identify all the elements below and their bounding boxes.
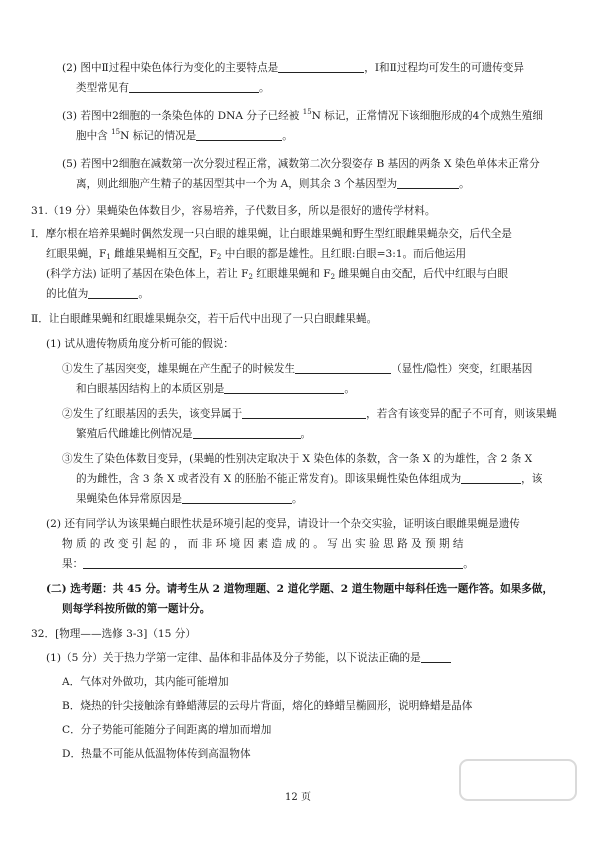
h3-text-c: 果蝇染色体异常原因是 [76, 493, 182, 505]
s2-text: Ⅱ．让白眼雌果蝇和红眼雄果蝇杂交，若干后代中出现了一只白眼雌果蝇。 [31, 313, 378, 325]
period: 。 [300, 428, 312, 440]
q2-line-1 [62, 60, 524, 76]
selective-text-b: 则每学科按所做的第一题计分。 [62, 603, 211, 615]
s2-sub1 [46, 336, 234, 352]
s1-text-d: 的比值为 [46, 288, 89, 300]
selective-text: (二) 选考题：共 45 分。请考生从 2 道物理题、2 道化学题、2 道生物题中每科任选一题作答。如果多做， [46, 583, 554, 595]
period: 。 [138, 288, 149, 300]
q32-heading [31, 626, 196, 642]
answer-blank[interactable] [295, 361, 391, 374]
s1-text-b1: 红眼果蝇，F [46, 248, 107, 260]
p2-line-3 [62, 556, 474, 572]
option-b-text: B．烧热的针尖接触涂有蜂蜡薄层的云母片背面，熔化的蜂蜡呈椭圆形，说明蜂蜡是晶体 [62, 700, 473, 712]
period: 。 [291, 493, 303, 505]
q5-line-2 [76, 176, 470, 192]
answer-blank[interactable] [421, 650, 451, 663]
h2-text-b: ，若含有该变异的配子不可育，则该果蝇 [366, 408, 557, 420]
s1-text-c3: 雌果蝇自由交配，后代中红眼与白眼 [335, 268, 508, 280]
q3-text-d: N 标记的情况是 [120, 130, 197, 142]
option-d-text: D．热量不可能从低温物体传到高温物体 [62, 748, 251, 760]
q31-heading [31, 203, 435, 219]
q32-sub1-text: (1)（5 分）关于热力学第一定律、晶体和非晶体及分子势能，以下说法正确的是 [46, 652, 421, 664]
period: 。 [258, 82, 270, 94]
h3-line-1 [62, 451, 532, 467]
superscript: 15 [302, 108, 312, 116]
subscript: 2 [216, 253, 222, 261]
q32-sub1 [46, 650, 451, 666]
superscript: 15 [111, 128, 121, 136]
h2-text-c: 繁殖后代雌雄比例情况是 [76, 428, 193, 440]
period: 。 [282, 130, 293, 142]
s1-text-b2: 雌雄果蝇相互交配，F [110, 248, 217, 260]
answer-blank[interactable] [278, 60, 364, 73]
h2-line-2 [76, 426, 311, 442]
s1-line-2 [46, 246, 466, 262]
period: 。 [463, 558, 474, 570]
q5-text-b: 离，则此细胞产生精子的基因型其中一个为 A，则其余 3 个基因型为 [76, 178, 398, 190]
h3-text: ③发生了染色体数目变异，(果蝇的性别决定取决于 X 染色体的条数，含一条 X 的为雄性，含 2 条 X [62, 453, 533, 465]
s1-text-c2: 红眼雄果蝇和 F [252, 268, 331, 280]
h3-line-3 [76, 491, 303, 507]
p2-line-1 [46, 516, 520, 532]
option-b [62, 698, 472, 714]
q2-text-c: 类型常见有 [76, 82, 129, 94]
option-a-text: A．气体对外做功，其内能可能增加 [62, 676, 229, 688]
answer-blank[interactable] [182, 491, 292, 504]
q2-text: (2) 图中Ⅱ过程中染色体行为变化的主要特点是 [62, 62, 279, 74]
h1-text: ①发生了基因突变，雄果蝇在产生配子的时候发生 [62, 363, 296, 375]
answer-blank[interactable] [397, 176, 459, 189]
answer-blank[interactable] [224, 381, 344, 394]
s1-line-1 [31, 226, 512, 242]
q2-text-b: ，Ⅰ和Ⅱ过程均可发生的可遗传变异 [364, 62, 524, 74]
q5-text: (5) 若图中2细胞在减数第一次分裂过程正常，减数第二次分裂姿存 B 基因的两条 X 染色单体未正常分 [62, 158, 540, 170]
s2-line [31, 311, 377, 327]
subscript: 1 [106, 253, 111, 261]
option-d [62, 746, 251, 762]
h2-line-1 [62, 406, 557, 422]
s1-line-3 [46, 266, 508, 282]
h1-text-b: （显性/隐性）突变，红眼基因 [391, 363, 533, 375]
option-c-text: C．分子势能可能随分子间距离的增加而增加 [62, 724, 272, 736]
h3-text-b: 的为雌性，含 3 条 X 或者没有 X 的胚胎不能正常发育)。即该果蝇性染色体组成为 [76, 473, 462, 485]
answer-blank[interactable] [196, 128, 282, 141]
s1-text-c1: (科学方法) 证明了基因在染色体上，若让 F [46, 268, 249, 280]
q5-line-1 [62, 156, 540, 172]
option-c [62, 722, 271, 738]
h3-text-b2: ，该 [521, 473, 543, 485]
p2-text: (2) 还有同学认为该果蝇白眼性状是环境引起的变异，请设计一个杂交实验，证明该白眼雌果蝇是遗传 [46, 518, 520, 530]
answer-blank[interactable] [461, 471, 521, 484]
s1-text-b3: 中白眼的都是雄性。且红眼:白眼=3:1。而后他运用 [221, 248, 467, 260]
q3-line-2 [76, 128, 293, 144]
p2-line-2 [62, 536, 464, 552]
period: 。 [459, 178, 470, 190]
q3-text-b: N 标记，正常情况下该细胞形成的4个成熟生殖细 [311, 110, 543, 122]
p2-text-b: 物 质 的 改 变 引 起 的 ， 而 非 环 境 因 素 造 成 的 。 写 出 实 验 思 路 及 预 期 结 [62, 538, 464, 550]
option-a [62, 674, 229, 690]
p2-text-c: 果： [62, 558, 84, 570]
answer-blank[interactable] [88, 286, 138, 299]
answer-blank[interactable] [193, 426, 301, 439]
h1-line-1 [62, 361, 532, 377]
s1-line-4 [46, 286, 149, 302]
s1-text: Ⅰ．摩尔根在培养果蝇时偶然发现一只白眼的雄果蝇，让白眼雄果蝇和野生型红眼雌果蝇杂交，后代全是 [31, 228, 512, 240]
h2-text: ②发生了红眼基因的丢失，该变异属于 [62, 408, 243, 420]
q3-line-1 [62, 108, 543, 124]
subscript: 2 [330, 273, 336, 281]
answer-blank[interactable] [242, 406, 366, 419]
q3-text-c: 胞中含 [76, 130, 112, 142]
h1-line-2 [76, 381, 355, 397]
h1-text-c: 和白眼基因结构上的本质区别是 [76, 383, 225, 395]
answer-blank[interactable] [129, 80, 259, 93]
q31-text: 31.（19 分）果蝇染色体数目少，容易培养，子代数目多，所以是很好的遗传学材料。 [31, 205, 436, 217]
q2-line-2 [76, 80, 270, 96]
subscript: 2 [248, 273, 253, 281]
q3-text: (3) 若图中2细胞的一条染色体的 DNA 分子已经被 [62, 110, 303, 122]
q32-text: 32．[物理——选修 3-3]（15 分） [31, 628, 196, 640]
h3-line-2 [76, 471, 542, 487]
s2-sub1-text: (1) 试从遗传物质角度分析可能的假说： [46, 338, 234, 350]
answer-blank[interactable] [83, 556, 463, 569]
period: 。 [344, 383, 355, 395]
selective-line-1 [46, 581, 553, 597]
page-number: 12 页 [285, 792, 311, 803]
selective-line-2 [62, 601, 210, 617]
